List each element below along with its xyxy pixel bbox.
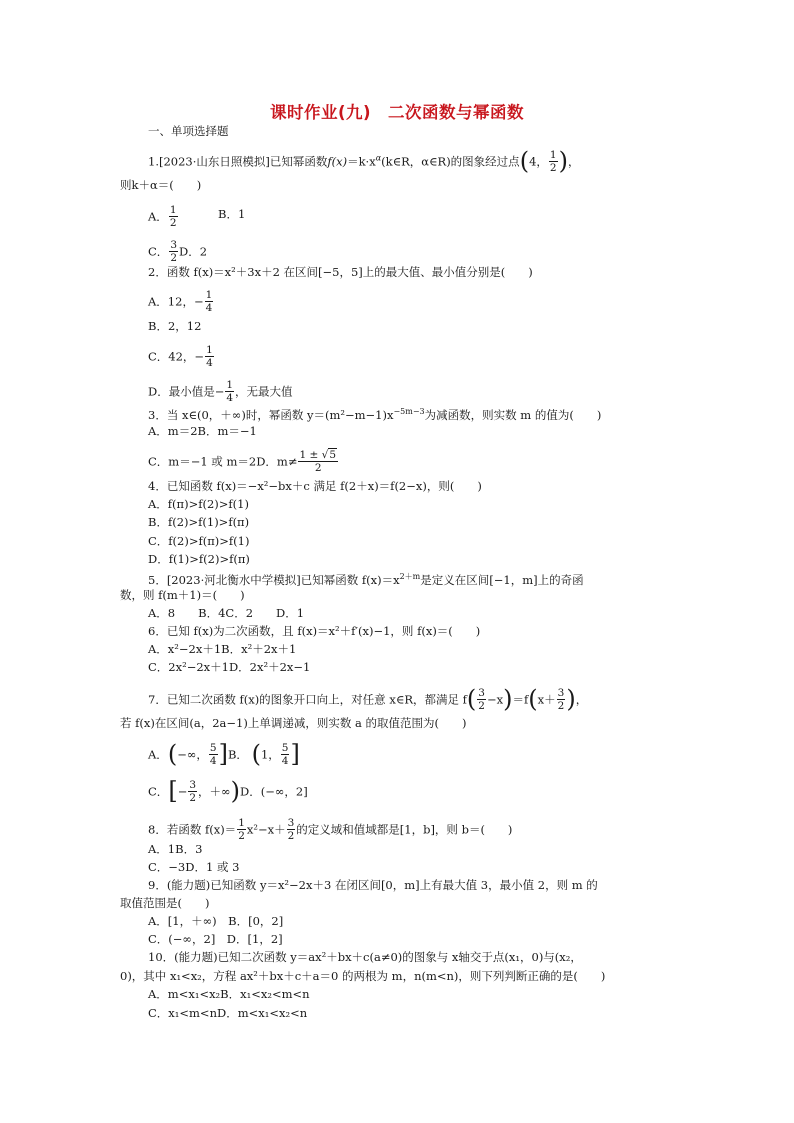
question-9-stem-cont: 取值范围是( ) bbox=[120, 896, 210, 910]
question-3-stem: 3．当 x∈(0，＋∞)时，幂函数 $y=(m^2-m-1)x^{-5m-3}$为减函数，则实数 m 的值为( ) bbox=[148, 407, 602, 422]
fraction: $\frac{3}{2}$ bbox=[189, 779, 197, 804]
question-5-stem-cont: 数，则 f(m＋1)＝( ) bbox=[120, 588, 245, 602]
question-7-stem-cont: 若 f(x)在区间(a，2a−1)上单调递减，则实数 a 的取值范围为( ) bbox=[120, 716, 467, 730]
question-4-option-c: C．f(2)>f(π)>f(1) bbox=[148, 534, 250, 548]
fraction: $\frac{1}{4}$ bbox=[205, 289, 213, 314]
question-9-options-ab: A．[1，＋∞) B．[0，2] bbox=[148, 914, 284, 928]
fraction: $\frac{1}{2}$ bbox=[549, 149, 557, 174]
question-2-option-b: B．2，12 bbox=[148, 319, 202, 333]
question-4-option-d: D．f(1)>f(2)>f(π) bbox=[148, 552, 250, 566]
question-5-stem: 5．[2023·河北衡水中学模拟]已知幂函数 $f(x)=x^{2+m}$是定义在区间[−1，m]上的奇函 bbox=[148, 572, 584, 587]
page-title: 课时作业(九) 二次函数与幂函数 bbox=[269, 103, 525, 122]
fraction: $\frac{3}{2}$ bbox=[287, 817, 295, 842]
question-4-option-a: A．f(π)>f(2)>f(1) bbox=[148, 497, 249, 511]
fraction: $\frac{5}{4}$ bbox=[281, 742, 289, 767]
fraction: $\frac{1}{4}$ bbox=[206, 344, 213, 369]
question-9-options-cd: C．(−∞，2] D．[1，2] bbox=[148, 932, 283, 946]
question-2-option-c: C．42，− $\frac{1}{4}$ bbox=[148, 344, 213, 369]
question-2-option-a: A．12，− $\frac{1}{4}$ bbox=[148, 289, 213, 314]
question-10-stem-cont: 0)，其中 x₁<x₂，方程 ax²＋bx＋c＋a＝0 的两根为 m，n(m<n)，则下列判断正确的是( ) bbox=[120, 969, 606, 983]
question-1-option-a: A． $\frac{1}{2}$ bbox=[148, 204, 177, 229]
question-7-options-cd: C．[− $\frac{3}{2}$ ，＋∞)D．(−∞，2] bbox=[148, 776, 308, 805]
question-6-options-ab: A．x²−2x＋1B．x²＋2x＋1 bbox=[148, 642, 297, 656]
question-3-options-ab: A．m＝2B．m＝−1 bbox=[148, 424, 257, 438]
fraction: $\frac{3}{2}$ bbox=[478, 687, 485, 712]
question-8-stem: 8．若函数 f(x)＝ $\frac{1}{2}$ x²−x＋ $\frac{3}{2}$ 的定义域和值域都是[1，b]，则 b＝( ) bbox=[148, 817, 513, 842]
question-6-options-cd: C．2x²−2x＋1D．2x²＋2x−1 bbox=[148, 660, 311, 674]
fraction: $\frac{1}{2}$ bbox=[169, 204, 177, 229]
question-10-options-cd: C．x₁<m<nD．m<x₁<x₂<n bbox=[148, 1006, 308, 1020]
question-8-options-cd: C．−3D．1 或 3 bbox=[148, 860, 240, 874]
question-4-stem: 4．已知函数 f(x)＝−x²−bx＋c 满足 f(2＋x)＝f(2−x)，则( ) bbox=[148, 479, 482, 493]
question-4-option-b: B．f(2)>f(1)>f(π) bbox=[148, 515, 250, 529]
section-heading: 一、单项选择题 bbox=[148, 124, 229, 138]
question-8-options-ab: A．1B．3 bbox=[148, 842, 203, 856]
fraction: $\frac{3}{2}$ bbox=[170, 239, 177, 264]
question-1-stem-cont: 则k＋α＝( ) bbox=[120, 178, 202, 192]
question-7-options-ab: A．(−∞， $\frac{5}{4}$ ]B． (1， $\frac{5}{4}$ ] bbox=[148, 739, 300, 768]
fraction: $\frac{3}{2}$ bbox=[557, 687, 565, 712]
fraction: $\frac{1 \pm √5}{2}$ bbox=[299, 449, 336, 474]
question-5-options: A．8 B．4C．2 D．1 bbox=[148, 606, 305, 620]
question-1-stem: 1.[2023·山东日照模拟]已知幂函数$f(x)=k\cdot x^\alpha(k\in R$，α∈R)的图象经过点(4， $\frac{1}{2}$ )， bbox=[148, 146, 580, 175]
question-7-stem: 7．已知二次函数 f(x)的图象开口向上，对任意 x∈R，都满足 f( $\frac{3}{2}$ −x)＝f(x＋ $\frac{3}{2}$ )， bbox=[148, 684, 588, 713]
question-1-options-cd: C． $\frac{3}{2}$ D．2 bbox=[148, 239, 208, 264]
question-2-option-d: D．最小值是− $\frac{1}{4}$ ，无最大值 bbox=[148, 379, 293, 404]
question-1-option-b: B．1 bbox=[218, 207, 246, 221]
fraction: $\frac{1}{2}$ bbox=[238, 817, 245, 842]
question-9-stem: 9．(能力题)已知函数 y＝x²−2x＋3 在闭区间[0，m]上有最大值 3，最小值 2，则 m 的 bbox=[148, 878, 598, 892]
fraction: $\frac{1}{4}$ bbox=[226, 379, 234, 404]
fraction: $\frac{5}{4}$ bbox=[209, 742, 217, 767]
question-10-stem: 10．(能力题)已知二次函数 y＝ax²＋bx＋c(a≠0)的图象与 x轴交于点(x₁，0)与(x₂， bbox=[148, 950, 582, 964]
question-6-stem: 6．已知 f(x)为二次函数，且 f(x)＝x²＋f′(x)−1，则 f(x)＝( ) bbox=[148, 624, 481, 638]
question-3-options-cd: C．m＝−1 或 m＝2D．m≠ $\frac{1 \pm √5}{2}$ bbox=[148, 449, 336, 474]
question-10-options-ab: A．m<x₁<x₂B．x₁<x₂<m<n bbox=[148, 987, 310, 1001]
question-2-stem: 2．函数 f(x)＝x²＋3x＋2 在区间[−5，5]上的最大值、最小值分别是( ) bbox=[148, 265, 533, 279]
